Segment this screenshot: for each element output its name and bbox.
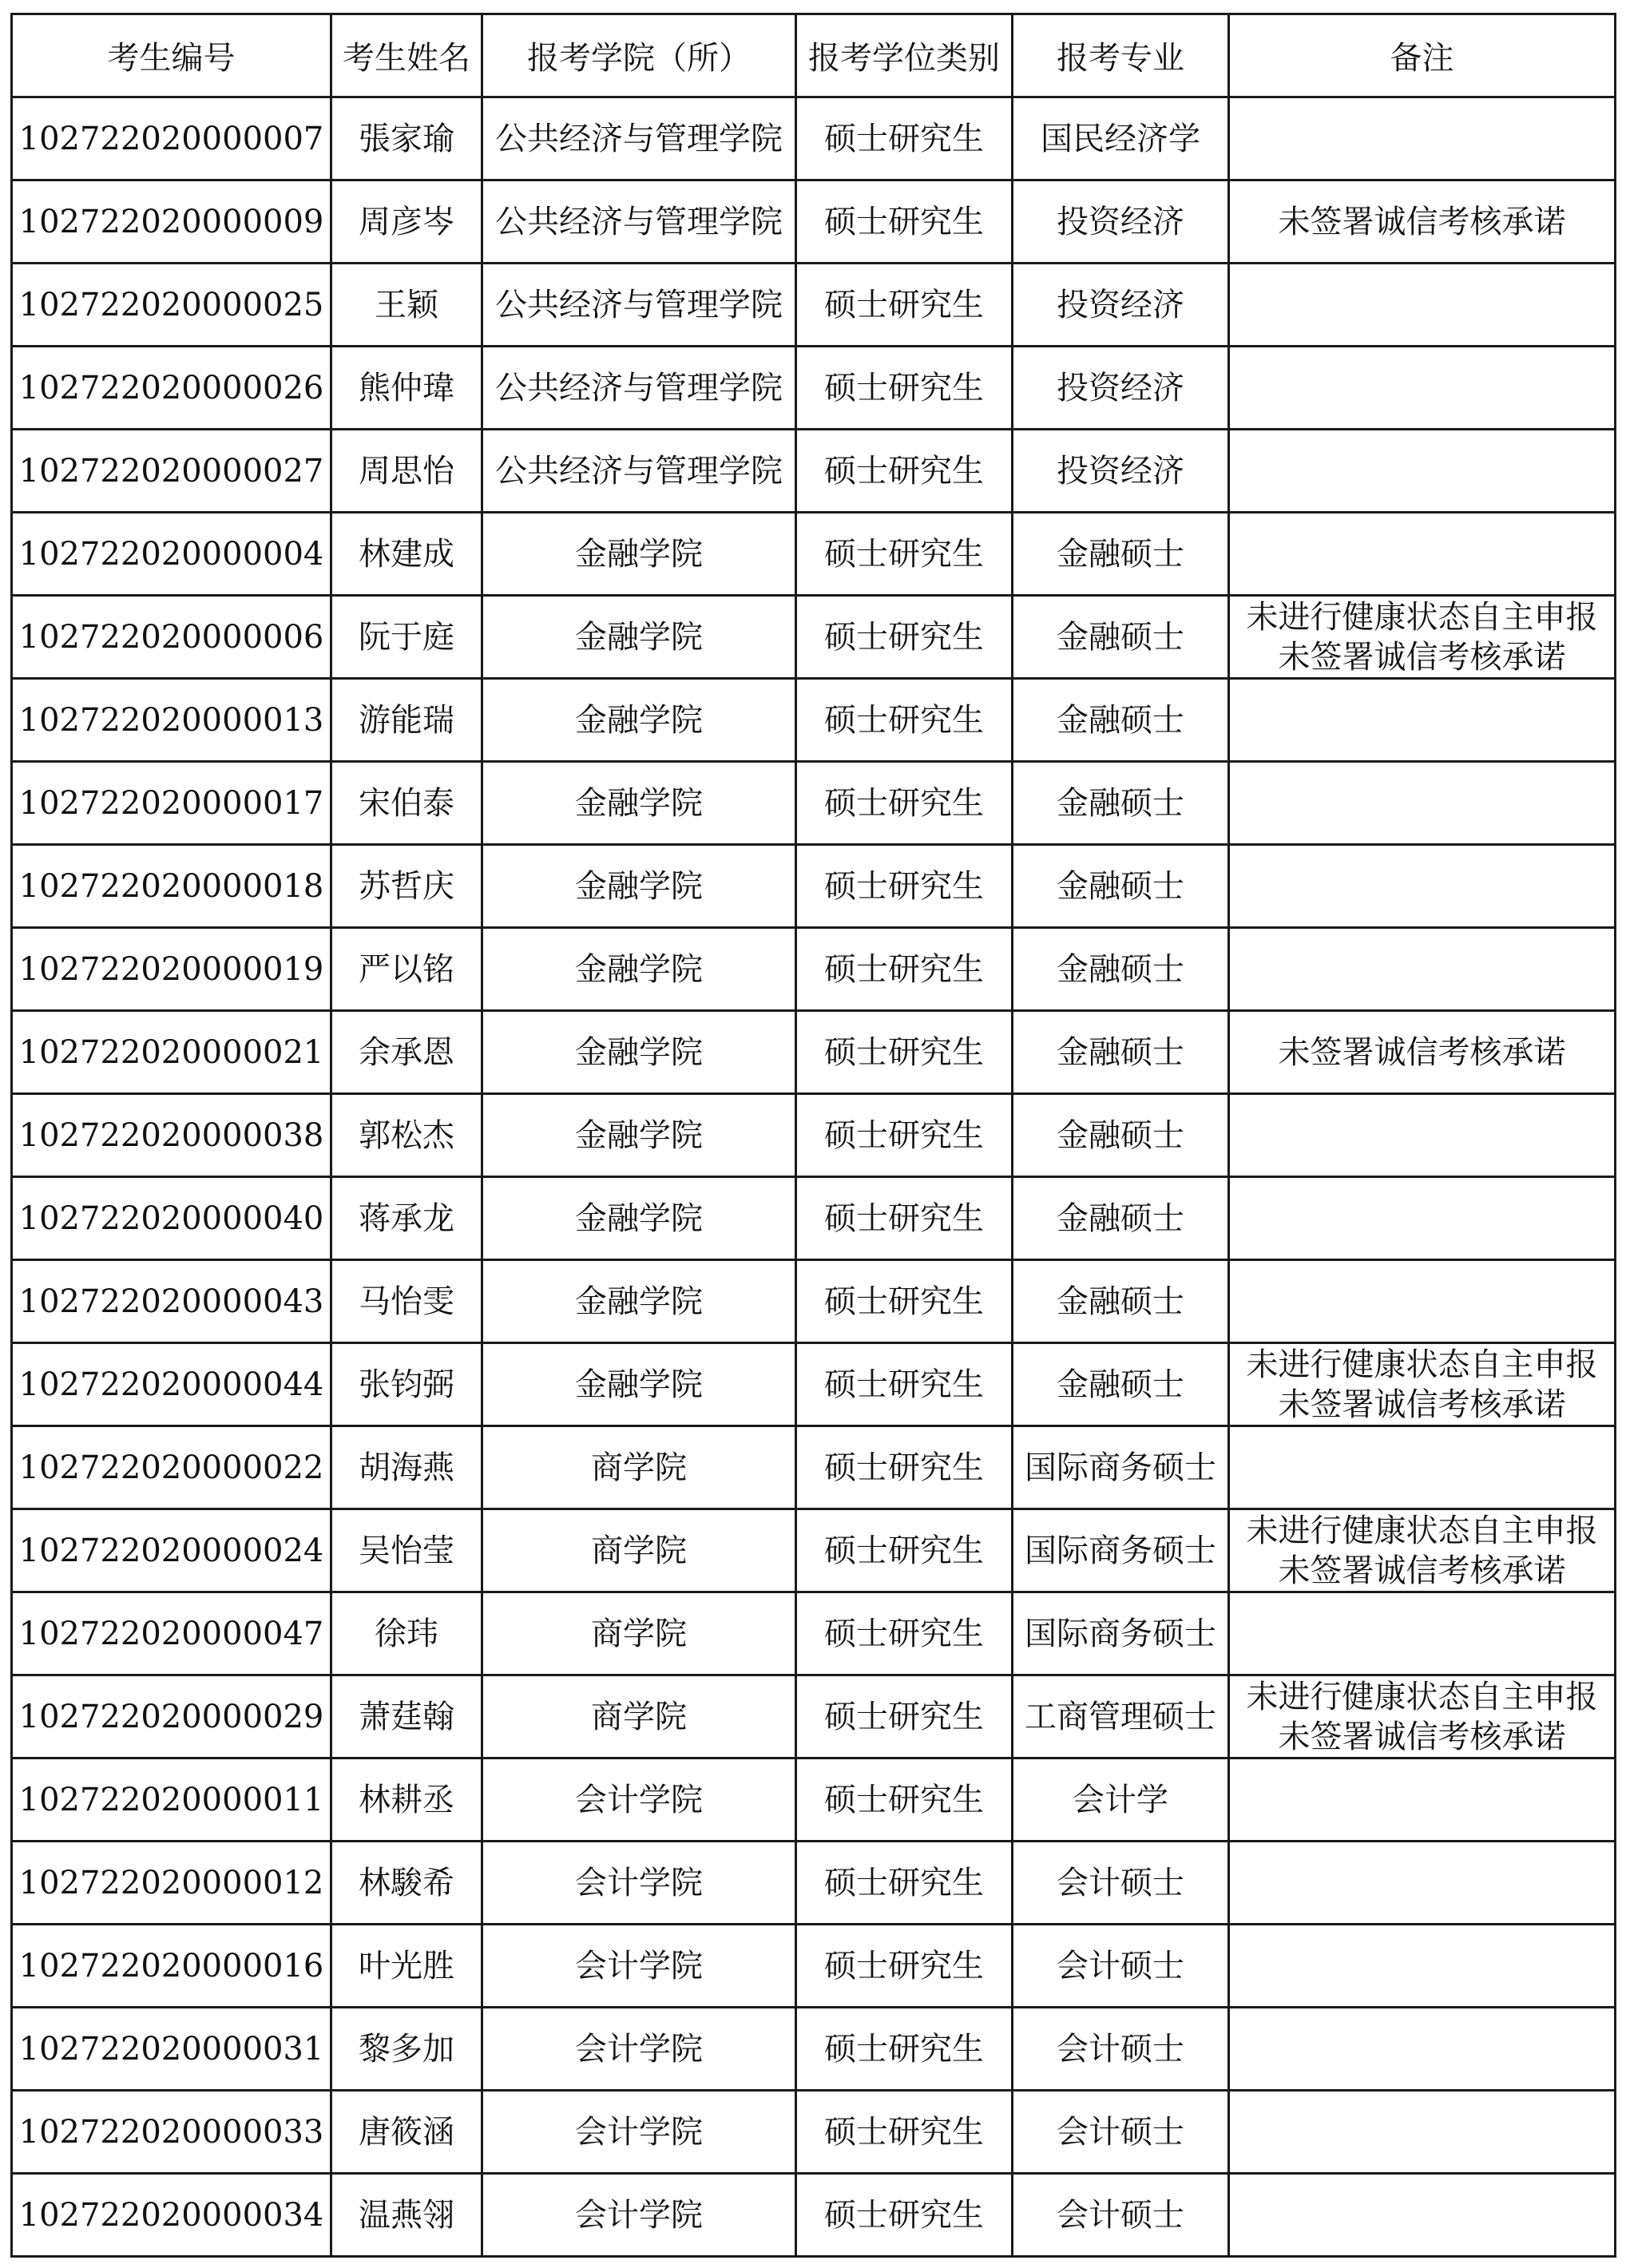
cell-major: 会计硕士 (1013, 2008, 1229, 2091)
cell-candidate-id: 102722020000034 (12, 2174, 331, 2257)
cell-candidate-name: 胡海燕 (331, 1426, 482, 1509)
table-row (12, 180, 1616, 264)
table-row (12, 1177, 1616, 1260)
cell-candidate-name: 周彦岑 (331, 180, 482, 264)
table-row (12, 1925, 1616, 2008)
cell-remarks (1229, 928, 1616, 1011)
cell-major: 国际商务硕士 (1013, 1426, 1229, 1509)
cell-candidate-id: 102722020000033 (12, 2091, 331, 2174)
cell-candidate-name: 严以铭 (331, 928, 482, 1011)
cell-college: 会计学院 (482, 1925, 796, 2008)
cell-college: 会计学院 (482, 2174, 796, 2257)
cell-candidate-name: 張家瑜 (331, 97, 482, 180)
header-major: 报考专业 (1013, 14, 1229, 97)
cell-candidate-name: 周思怡 (331, 430, 482, 513)
cell-remarks (1229, 679, 1616, 762)
cell-college: 金融学院 (482, 1011, 796, 1094)
table-row (12, 1343, 1616, 1426)
remark-line: 未签署诚信考核承诺 (1278, 1718, 1566, 1755)
cell-degree-type: 硕士研究生 (796, 180, 1013, 264)
remark-line: 未进行健康状态自主申报 (1246, 1678, 1598, 1715)
cell-college: 金融学院 (482, 762, 796, 845)
cell-college: 公共经济与管理学院 (482, 97, 796, 180)
cell-candidate-name: 吴怡莹 (331, 1509, 482, 1592)
cell-candidate-id: 102722020000004 (12, 513, 331, 596)
cell-candidate-name: 马怡雯 (331, 1260, 482, 1343)
cell-candidate-id: 102722020000006 (12, 596, 331, 679)
cell-major: 金融硕士 (1013, 762, 1229, 845)
cell-candidate-id: 102722020000019 (12, 928, 331, 1011)
cell-degree-type: 硕士研究生 (796, 845, 1013, 928)
cell-college: 会计学院 (482, 1842, 796, 1925)
cell-candidate-id: 102722020000024 (12, 1509, 331, 1592)
cell-major: 会计学 (1013, 1758, 1229, 1842)
cell-degree-type: 硕士研究生 (796, 1675, 1013, 1758)
table-row (12, 97, 1616, 180)
cell-major: 国际商务硕士 (1013, 1592, 1229, 1675)
cell-college: 商学院 (482, 1509, 796, 1592)
cell-candidate-id: 102722020000043 (12, 1260, 331, 1343)
table-row (12, 1842, 1616, 1925)
cell-major: 金融硕士 (1013, 596, 1229, 679)
cell-college: 金融学院 (482, 1094, 796, 1177)
cell-college: 金融学院 (482, 513, 796, 596)
cell-remarks (1229, 2091, 1616, 2174)
cell-candidate-name: 叶光胜 (331, 1925, 482, 2008)
cell-degree-type: 硕士研究生 (796, 679, 1013, 762)
cell-major: 金融硕士 (1013, 1260, 1229, 1343)
cell-remarks (1229, 1426, 1616, 1509)
cell-candidate-id: 102722020000021 (12, 1011, 331, 1094)
cell-major: 投资经济 (1013, 430, 1229, 513)
cell-college: 金融学院 (482, 845, 796, 928)
table-row (12, 1426, 1616, 1509)
cell-candidate-name: 阮于庭 (331, 596, 482, 679)
cell-major: 工商管理硕士 (1013, 1675, 1229, 1758)
cell-candidate-id: 102722020000040 (12, 1177, 331, 1260)
cell-remarks (1229, 513, 1616, 596)
cell-major: 会计硕士 (1013, 1925, 1229, 2008)
cell-remarks (1229, 97, 1616, 180)
table-row (12, 1675, 1616, 1758)
cell-degree-type: 硕士研究生 (796, 1177, 1013, 1260)
cell-candidate-id: 102722020000012 (12, 1842, 331, 1925)
cell-degree-type: 硕士研究生 (796, 264, 1013, 347)
cell-degree-type: 硕士研究生 (796, 1592, 1013, 1675)
table-row (12, 928, 1616, 1011)
cell-remarks (1229, 845, 1616, 928)
table-row (12, 2091, 1616, 2174)
cell-candidate-name: 苏哲庆 (331, 845, 482, 928)
cell-candidate-id: 102722020000031 (12, 2008, 331, 2091)
cell-candidate-id: 102722020000009 (12, 180, 331, 264)
remark-line: 未进行健康状态自主申报 (1246, 1346, 1598, 1383)
cell-remarks (1229, 1842, 1616, 1925)
cell-candidate-name: 熊仲瑋 (331, 347, 482, 430)
cell-candidate-id: 102722020000016 (12, 1925, 331, 2008)
cell-candidate-id: 102722020000038 (12, 1094, 331, 1177)
header-row (12, 14, 1616, 97)
cell-degree-type: 硕士研究生 (796, 1094, 1013, 1177)
candidate-table (10, 13, 1616, 2258)
table-row (12, 347, 1616, 430)
cell-degree-type: 硕士研究生 (796, 430, 1013, 513)
cell-remarks (1229, 264, 1616, 347)
cell-college: 商学院 (482, 1592, 796, 1675)
cell-candidate-id: 102722020000029 (12, 1675, 331, 1758)
remark-line: 未签署诚信考核承诺 (1278, 1552, 1566, 1589)
table-row (12, 762, 1616, 845)
cell-degree-type: 硕士研究生 (796, 1842, 1013, 1925)
table-body (12, 97, 1616, 2257)
cell-major: 会计硕士 (1013, 2091, 1229, 2174)
cell-candidate-id: 102722020000047 (12, 1592, 331, 1675)
cell-degree-type: 硕士研究生 (796, 1343, 1013, 1426)
cell-college: 商学院 (482, 1675, 796, 1758)
cell-major: 会计硕士 (1013, 1842, 1229, 1925)
cell-remarks (1229, 1758, 1616, 1842)
cell-candidate-id: 102722020000018 (12, 845, 331, 928)
cell-college: 公共经济与管理学院 (482, 180, 796, 264)
cell-major: 国民经济学 (1013, 97, 1229, 180)
cell-major: 金融硕士 (1013, 1011, 1229, 1094)
cell-remarks (1229, 1592, 1616, 1675)
cell-college: 会计学院 (482, 2008, 796, 2091)
cell-college: 金融学院 (482, 1260, 796, 1343)
table-row (12, 2174, 1616, 2257)
cell-candidate-name: 林駿希 (331, 1842, 482, 1925)
table-row (12, 1758, 1616, 1842)
cell-degree-type: 硕士研究生 (796, 2091, 1013, 2174)
cell-major: 金融硕士 (1013, 928, 1229, 1011)
cell-degree-type: 硕士研究生 (796, 1011, 1013, 1094)
cell-remarks (1229, 1177, 1616, 1260)
cell-candidate-id: 102722020000044 (12, 1343, 331, 1426)
cell-remarks (1229, 347, 1616, 430)
cell-degree-type: 硕士研究生 (796, 347, 1013, 430)
cell-remarks (1229, 1011, 1616, 1094)
table-row (12, 513, 1616, 596)
cell-remarks (1229, 1509, 1616, 1592)
header-candidate-id: 考生编号 (12, 14, 331, 97)
cell-candidate-name: 张钧弼 (331, 1343, 482, 1426)
table-row (12, 2008, 1616, 2091)
cell-degree-type: 硕士研究生 (796, 1758, 1013, 1842)
cell-degree-type: 硕士研究生 (796, 1426, 1013, 1509)
cell-candidate-name: 王颖 (331, 264, 482, 347)
cell-college: 会计学院 (482, 1758, 796, 1842)
cell-candidate-id: 102722020000011 (12, 1758, 331, 1842)
cell-college: 会计学院 (482, 2091, 796, 2174)
cell-major: 金融硕士 (1013, 1343, 1229, 1426)
cell-remarks (1229, 1343, 1616, 1426)
cell-remarks (1229, 2008, 1616, 2091)
cell-remarks (1229, 762, 1616, 845)
cell-remarks (1229, 2174, 1616, 2257)
cell-college: 公共经济与管理学院 (482, 430, 796, 513)
table-row (12, 679, 1616, 762)
cell-remarks (1229, 1675, 1616, 1758)
header-college: 报考学院（所） (482, 14, 796, 97)
cell-candidate-id: 102722020000007 (12, 97, 331, 180)
cell-major: 会计硕士 (1013, 2174, 1229, 2257)
cell-candidate-name: 蒋承龙 (331, 1177, 482, 1260)
cell-degree-type: 硕士研究生 (796, 2008, 1013, 2091)
cell-remarks (1229, 1094, 1616, 1177)
cell-major: 金融硕士 (1013, 1177, 1229, 1260)
cell-degree-type: 硕士研究生 (796, 1260, 1013, 1343)
cell-candidate-name: 林耕丞 (331, 1758, 482, 1842)
cell-college: 金融学院 (482, 928, 796, 1011)
cell-remarks (1229, 1925, 1616, 2008)
cell-candidate-name: 游能瑞 (331, 679, 482, 762)
cell-candidate-name: 唐筱涵 (331, 2091, 482, 2174)
cell-candidate-name: 郭松杰 (331, 1094, 482, 1177)
cell-candidate-name: 宋伯泰 (331, 762, 482, 845)
cell-candidate-name: 萧莛翰 (331, 1675, 482, 1758)
cell-candidate-id: 102722020000022 (12, 1426, 331, 1509)
remark-line: 未进行健康状态自主申报 (1246, 598, 1598, 636)
cell-candidate-name: 黎多加 (331, 2008, 482, 2091)
cell-major: 金融硕士 (1013, 845, 1229, 928)
cell-candidate-name: 余承恩 (331, 1011, 482, 1094)
cell-remarks (1229, 180, 1616, 264)
cell-major: 国际商务硕士 (1013, 1509, 1229, 1592)
cell-candidate-id: 102722020000026 (12, 347, 331, 430)
cell-candidate-id: 102722020000013 (12, 679, 331, 762)
cell-college: 公共经济与管理学院 (482, 347, 796, 430)
cell-college: 金融学院 (482, 1177, 796, 1260)
cell-college: 金融学院 (482, 679, 796, 762)
table-row (12, 596, 1616, 679)
cell-major: 投资经济 (1013, 264, 1229, 347)
cell-candidate-name: 林建成 (331, 513, 482, 596)
cell-college: 商学院 (482, 1426, 796, 1509)
cell-candidate-id: 102722020000017 (12, 762, 331, 845)
cell-college: 金融学院 (482, 1343, 796, 1426)
remark-line: 未签署诚信考核承诺 (1278, 1033, 1566, 1071)
cell-degree-type: 硕士研究生 (796, 762, 1013, 845)
remark-line: 未签署诚信考核承诺 (1278, 203, 1566, 240)
cell-degree-type: 硕士研究生 (796, 97, 1013, 180)
cell-major: 金融硕士 (1013, 679, 1229, 762)
cell-candidate-id: 102722020000027 (12, 430, 331, 513)
header-degree-type: 报考学位类别 (796, 14, 1013, 97)
cell-degree-type: 硕士研究生 (796, 1925, 1013, 2008)
cell-degree-type: 硕士研究生 (796, 596, 1013, 679)
cell-major: 金融硕士 (1013, 1094, 1229, 1177)
table-row (12, 845, 1616, 928)
remark-line: 未进行健康状态自主申报 (1246, 1512, 1598, 1549)
header-candidate-name: 考生姓名 (331, 14, 482, 97)
table-row (12, 1260, 1616, 1343)
table-row (12, 1509, 1616, 1592)
cell-degree-type: 硕士研究生 (796, 2174, 1013, 2257)
cell-college: 金融学院 (482, 596, 796, 679)
cell-degree-type: 硕士研究生 (796, 513, 1013, 596)
cell-college: 公共经济与管理学院 (482, 264, 796, 347)
cell-remarks (1229, 1260, 1616, 1343)
table-row (12, 1011, 1616, 1094)
remark-line: 未签署诚信考核承诺 (1278, 1386, 1566, 1423)
cell-remarks (1229, 430, 1616, 513)
cell-degree-type: 硕士研究生 (796, 928, 1013, 1011)
table-row (12, 1592, 1616, 1675)
table-row (12, 264, 1616, 347)
cell-candidate-name: 温燕翎 (331, 2174, 482, 2257)
cell-degree-type: 硕士研究生 (796, 1509, 1013, 1592)
cell-remarks (1229, 596, 1616, 679)
cell-major: 投资经济 (1013, 347, 1229, 430)
cell-candidate-name: 徐玮 (331, 1592, 482, 1675)
cell-major: 金融硕士 (1013, 513, 1229, 596)
table-row (12, 1094, 1616, 1177)
cell-candidate-id: 102722020000025 (12, 264, 331, 347)
table-row (12, 430, 1616, 513)
remark-line: 未签署诚信考核承诺 (1278, 638, 1566, 676)
cell-major: 投资经济 (1013, 180, 1229, 264)
header-remarks: 备注 (1229, 14, 1616, 97)
